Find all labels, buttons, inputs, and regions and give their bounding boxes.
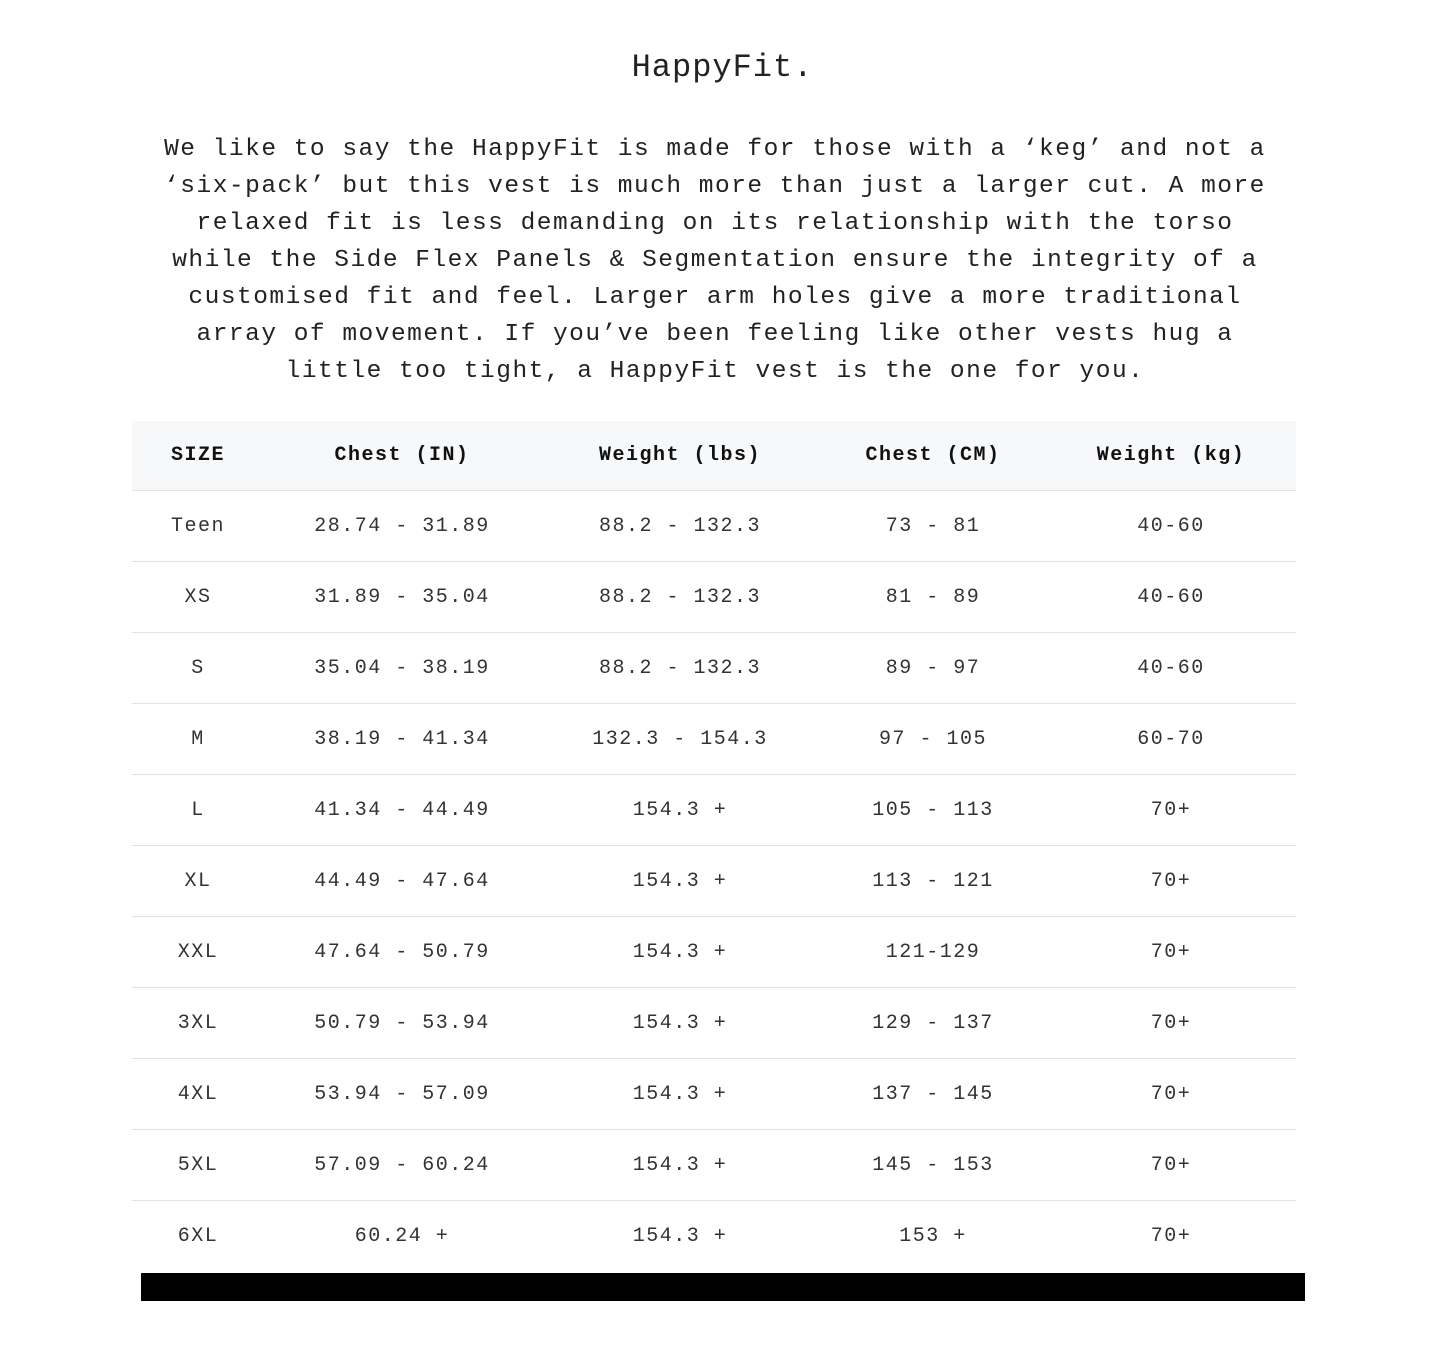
- table-row: [132, 633, 1296, 704]
- cell-size: 3XL: [132, 988, 264, 1059]
- table-row: [132, 704, 1296, 775]
- cell-chest-cm: 145 - 153: [820, 1130, 1046, 1201]
- page-title: HappyFit.: [631, 49, 814, 86]
- table-row: [132, 1201, 1296, 1272]
- cell-chest-in: 38.19 - 41.34: [264, 704, 540, 775]
- cell-chest-cm: 129 - 137: [820, 988, 1046, 1059]
- cell-weight-lbs: 154.3 +: [540, 1059, 820, 1130]
- cell-weight-kg: 40-60: [1046, 633, 1296, 704]
- cell-weight-kg: 70+: [1046, 1130, 1296, 1201]
- cell-chest-cm: 105 - 113: [820, 775, 1046, 846]
- header-chest-in: Chest (IN): [264, 421, 540, 491]
- cell-weight-lbs: 154.3 +: [632, 1224, 728, 1248]
- cell-chest-cm: 153 +: [899, 1224, 967, 1248]
- header-chest-cm: Chest (CM): [820, 421, 1046, 491]
- footer-bar: [141, 1273, 1305, 1301]
- cell-chest-in: 44.49 - 47.64: [264, 846, 540, 917]
- cell-size: XS: [132, 562, 264, 633]
- cell-size: XL: [132, 846, 264, 917]
- cell-chest-in: 57.09 - 60.24: [264, 1130, 540, 1201]
- table-row: [132, 562, 1296, 633]
- table-row: [132, 988, 1296, 1059]
- cell-size: M: [132, 704, 264, 775]
- cell-chest-cm: 121-129: [820, 917, 1046, 988]
- cell-chest-cm: 113 - 121: [820, 846, 1046, 917]
- product-description: We like to say the HappyFit is made for those with a ‘keg’ and not a ‘six-pack’ but this vest is much more than just a larger cut. A more relaxed fit is less demanding on its relationship with the torso while the Side Flex Panels & Segmentation ensure the integrity of a customised fit and feel. Larger arm holes give a more traditional array of movement. If you’ve been feeling like other vests hug a little too tight, a HappyFit vest is the one for you.: [164, 136, 1266, 385]
- header-size: SIZE: [132, 421, 264, 491]
- table-header-row: [132, 421, 1296, 491]
- cell-weight-lbs: 154.3 +: [540, 846, 820, 917]
- size-chart-table: [132, 421, 1296, 1271]
- cell-size: 5XL: [132, 1130, 264, 1201]
- cell-size: 4XL: [132, 1059, 264, 1130]
- cell-weight-kg: 70+: [1150, 1224, 1192, 1248]
- cell-chest-in: 31.89 - 35.04: [264, 562, 540, 633]
- cell-chest-in: 41.34 - 44.49: [264, 775, 540, 846]
- cell-weight-lbs: 154.3 +: [540, 988, 820, 1059]
- cell-weight-lbs: 154.3 +: [540, 1130, 820, 1201]
- table-row: [132, 1130, 1296, 1201]
- table-row: [132, 491, 1296, 562]
- cell-chest-in: 50.79 - 53.94: [264, 988, 540, 1059]
- cell-size: Teen: [132, 491, 264, 562]
- table-row: [132, 775, 1296, 846]
- cell-weight-kg: 70+: [1046, 988, 1296, 1059]
- cell-weight-kg: 70+: [1046, 775, 1296, 846]
- table-row: [132, 1059, 1296, 1130]
- cell-weight-lbs: 88.2 - 132.3: [540, 491, 820, 562]
- cell-chest-cm: 137 - 145: [820, 1059, 1046, 1130]
- cell-weight-kg: 40-60: [1046, 491, 1296, 562]
- table-row: [132, 846, 1296, 917]
- cell-weight-kg: 70+: [1046, 917, 1296, 988]
- cell-chest-in: 47.64 - 50.79: [264, 917, 540, 988]
- cell-chest-cm: 89 - 97: [820, 633, 1046, 704]
- cell-weight-kg: 70+: [1046, 1059, 1296, 1130]
- cell-weight-kg: 40-60: [1046, 562, 1296, 633]
- cell-weight-lbs: 154.3 +: [540, 775, 820, 846]
- cell-size: 6XL: [177, 1224, 219, 1248]
- cell-weight-lbs: 88.2 - 132.3: [540, 562, 820, 633]
- cell-size: XXL: [132, 917, 264, 988]
- cell-size: S: [132, 633, 264, 704]
- cell-weight-lbs: 132.3 - 154.3: [540, 704, 820, 775]
- cell-weight-lbs: 88.2 - 132.3: [540, 633, 820, 704]
- cell-chest-in: 28.74 - 31.89: [264, 491, 540, 562]
- cell-chest-in: 35.04 - 38.19: [264, 633, 540, 704]
- cell-chest-in: 53.94 - 57.09: [264, 1059, 540, 1130]
- cell-chest-cm: 97 - 105: [820, 704, 1046, 775]
- cell-weight-kg: 60-70: [1046, 704, 1296, 775]
- header-weight-lbs: Weight (lbs): [540, 421, 820, 491]
- cell-chest-in: 60.24 +: [354, 1224, 450, 1248]
- cell-chest-cm: 81 - 89: [820, 562, 1046, 633]
- cell-weight-kg: 70+: [1046, 846, 1296, 917]
- table-row: [132, 917, 1296, 988]
- cell-weight-lbs: 154.3 +: [540, 917, 820, 988]
- cell-size: L: [132, 775, 264, 846]
- cell-chest-cm: 73 - 81: [820, 491, 1046, 562]
- header-weight-kg: Weight (kg): [1046, 421, 1296, 491]
